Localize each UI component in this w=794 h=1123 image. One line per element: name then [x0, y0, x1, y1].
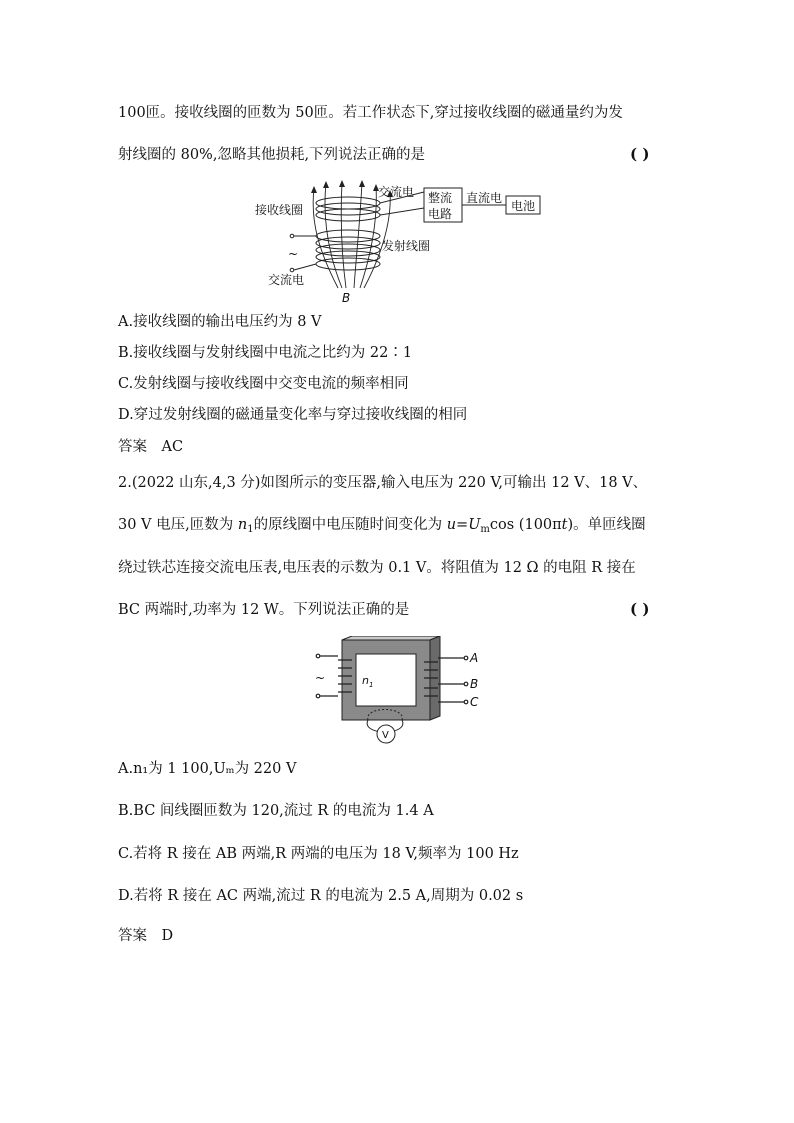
terminal-C-label: C: [470, 695, 479, 709]
field-B-label: B: [342, 291, 351, 305]
q2-stem-line-3: 绕过铁芯连接交流电压表,电压表的示数为 0.1 V。将阻值为 12 Ω 的电阻 R 接在: [118, 560, 636, 576]
terminal-B-label: B: [470, 677, 479, 691]
receive-coil-label: 接收线圈: [255, 203, 304, 217]
q2-option-b: B.BC 间线圈匝数为 120,流过 R 的电流为 1.4 A: [118, 803, 434, 819]
terminal-A-label: A: [470, 651, 479, 665]
q1-stem-line-2: 射线圈的 80%,忽略其他损耗,下列说法正确的是: [118, 147, 426, 163]
battery-label: 电池: [511, 199, 536, 213]
q1-option-b: B.接收线圈与发射线圈中电流之比约为 22∶1: [118, 345, 413, 361]
tilde-symbol-2: ~: [315, 671, 326, 685]
rectifier-label-2: 电路: [428, 207, 453, 221]
rectifier-label-1: 整流: [428, 191, 453, 205]
q1-option-a: A.接收线圈的输出电压约为 8 V: [118, 314, 322, 330]
transformer-figure: [310, 636, 490, 748]
q2-stem-line-4: BC 两端时,功率为 12 W。下列说法正确的是: [118, 602, 410, 618]
q2-answer: 答案 D: [118, 928, 174, 944]
q1-answer: 答案 AC: [118, 439, 184, 455]
q1-option-c: C.发射线圈与接收线圈中交变电流的频率相同: [118, 376, 409, 392]
q2-stem-line-1: 2.(2022 山东,4,3 分)如图所示的变压器,输入电压为 220 V,可输出 12 V、18 V、: [118, 475, 648, 491]
q2-answer-paren: ( ): [630, 600, 650, 618]
dc-label: 直流电: [466, 191, 503, 205]
q1-answer-paren: ( ): [630, 145, 650, 163]
q1-stem-line-1: 100匝。接收线圈的匝数为 50匝。若工作状态下,穿过接收线圈的磁通量约为发: [118, 105, 623, 121]
q1-option-d: D.穿过发射线圈的磁通量变化率与穿过接收线圈的相同: [118, 407, 468, 423]
q2-stem-line-2: 30 V 电压,匝数为 $n_1$的原线圈中电压随时间变化为 $u=U_m\cos$ (100πt)。单匝线圈: [118, 517, 646, 535]
q2-option-c: C.若将 R 接在 AB 两端,R 两端的电压为 18 V,频率为 100 Hz: [118, 846, 519, 862]
tilde-symbol: ~: [288, 247, 299, 261]
n1-label: $n_1$: [362, 674, 374, 689]
q2-option-d: D.若将 R 接在 AC 两端,流过 R 的电流为 2.5 A,周期为 0.02 s: [118, 888, 524, 904]
voltmeter-label: V: [382, 730, 389, 741]
transmit-coil-label: 发射线圈: [382, 239, 431, 253]
q2-option-a: A.n₁为 1 100,Uₘ为 220 V: [118, 761, 297, 777]
ac-top-label: 交流电: [378, 185, 415, 199]
wireless-charging-figure: [250, 178, 550, 306]
ac-bottom-label: 交流电: [268, 273, 305, 287]
